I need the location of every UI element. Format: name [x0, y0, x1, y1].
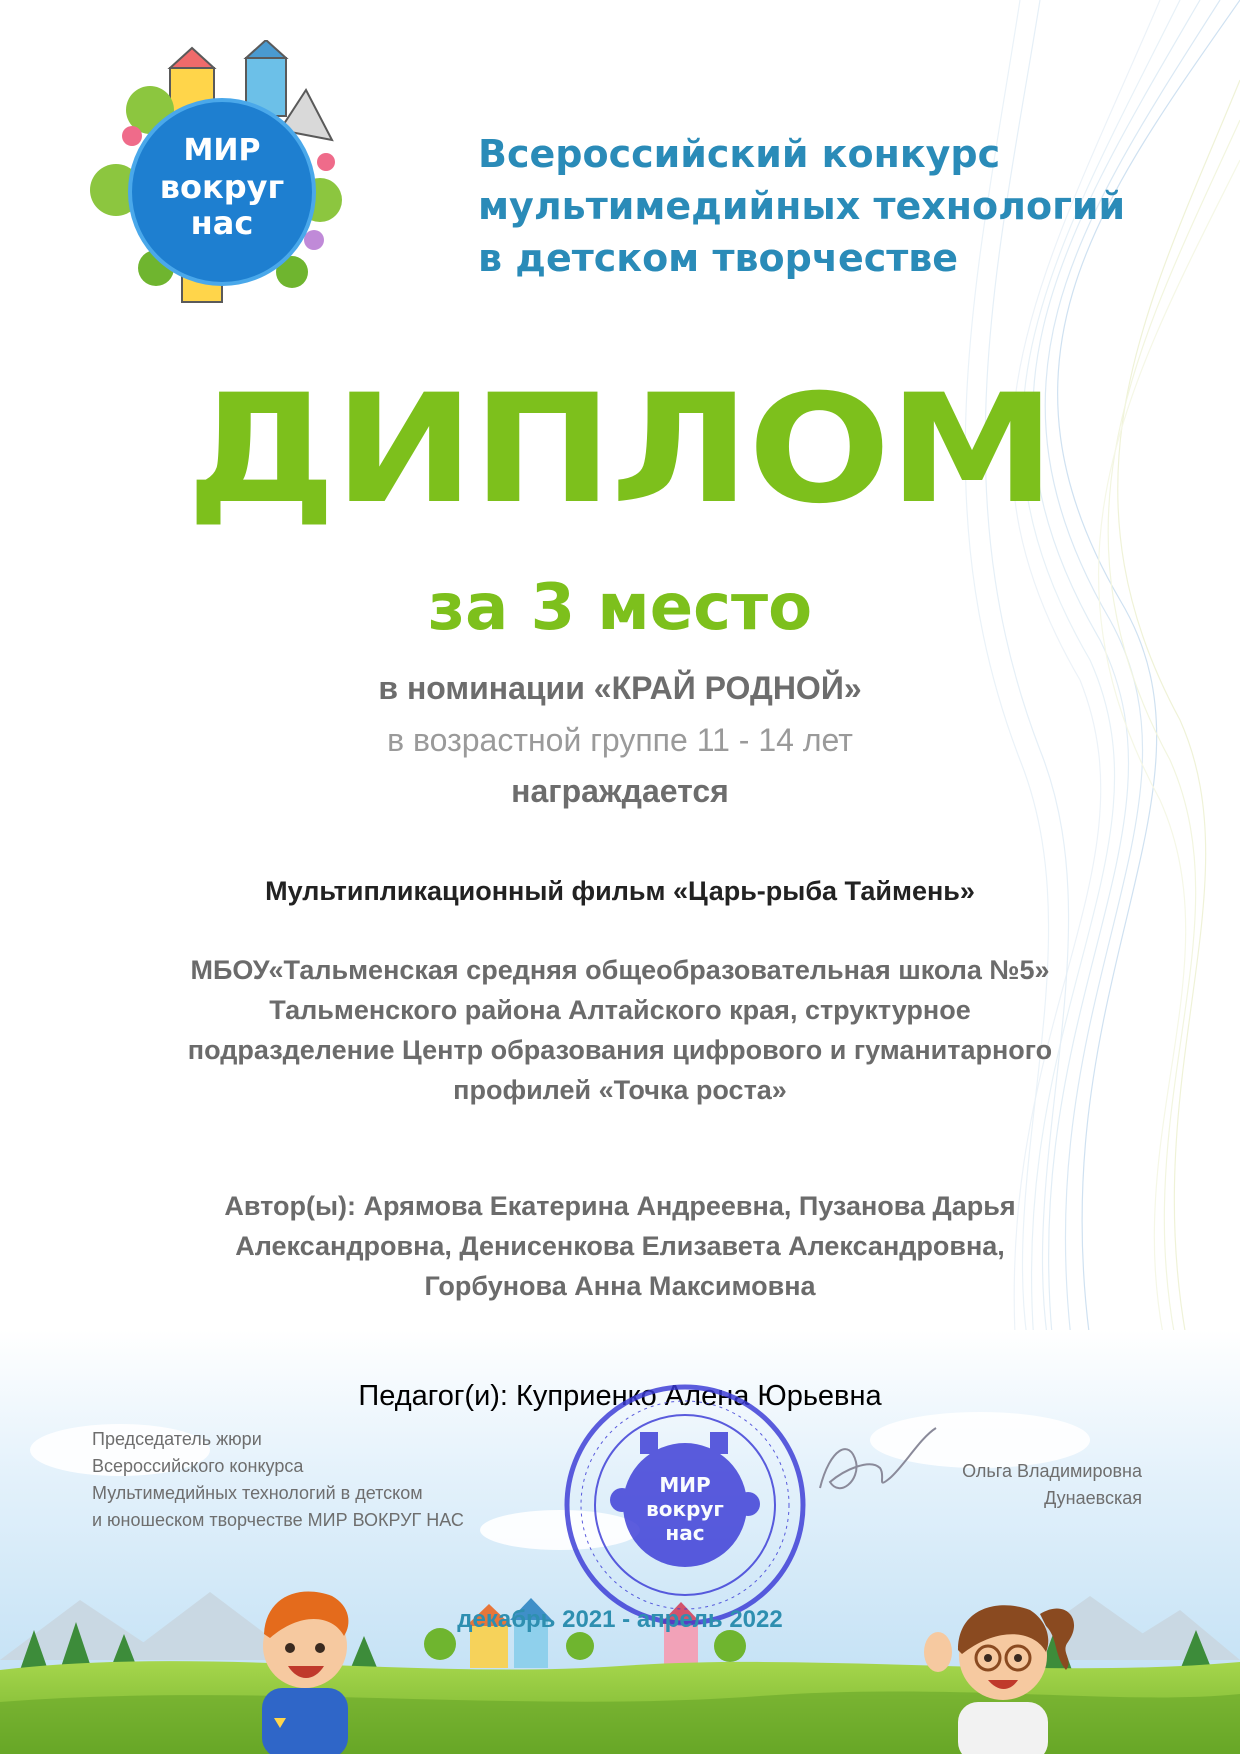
- teacher-info: Педагог(и): Куприенко Алена Юрьевна: [358, 1380, 882, 1412]
- signature-icon: [800, 1418, 940, 1518]
- authors-line: Горбунова Анна Максимовна: [424, 1271, 816, 1301]
- logo-line-1: МИР: [183, 133, 261, 168]
- signer-line: Ольга Владимировна: [962, 1461, 1142, 1481]
- school-line: профилей «Точка роста»: [453, 1075, 787, 1105]
- school-line: МБОУ«Тальменская средняя общеобразовательная школа №5»: [190, 955, 1050, 985]
- place-title: за 3 место: [427, 571, 813, 645]
- official-stamp: [560, 1380, 810, 1630]
- film-title: Мультипликационный фильм «Царь-рыба Таймень»: [265, 876, 975, 906]
- jury-chair-name: [962, 1458, 1142, 1512]
- signer-line: Дунаевская: [1044, 1488, 1142, 1508]
- authors-info: [0, 1186, 1240, 1306]
- jury-line: и юношеском творчестве МИР ВОКРУГ НАС: [92, 1510, 464, 1530]
- contest-title-line: в детском творчестве: [478, 236, 959, 280]
- jury-chair-title: [92, 1426, 512, 1534]
- contest-dates: декабрь 2021 - апрель 2022: [457, 1606, 783, 1633]
- girl-character-icon: [918, 1590, 1088, 1754]
- school-info: [0, 950, 1240, 1110]
- authors-line: Автор(ы): Арямова Екатерина Андреевна, Пузанова Дарья: [224, 1191, 1016, 1221]
- awarded-text: награждается: [511, 773, 729, 809]
- jury-line: Председатель жюри: [92, 1429, 262, 1449]
- stamp-logo-line-1: МИР: [659, 1473, 711, 1497]
- nomination-text: в номинации «КРАЙ РОДНОЙ»: [378, 670, 862, 706]
- boy-character-icon: [240, 1578, 370, 1754]
- contest-logo: [70, 40, 370, 330]
- logo-line-2: вокруг: [159, 168, 285, 206]
- diploma-title: ДИПЛОМ: [186, 363, 1054, 537]
- logo-line-3: нас: [190, 204, 254, 242]
- contest-title: [478, 128, 1198, 284]
- stamp-logo-line-3: нас: [665, 1521, 705, 1545]
- school-line: Тальменского района Алтайского края, структурное: [269, 995, 971, 1025]
- contest-title-line: мультимедийных технологий: [478, 184, 1126, 228]
- school-line: подразделение Центр образования цифрового и гуманитарного: [187, 1035, 1053, 1065]
- stamp-logo-line-2: вокруг: [646, 1497, 724, 1521]
- jury-line: Мультимедийных технологий в детском: [92, 1483, 423, 1503]
- jury-line: Всероссийского конкурса: [92, 1456, 304, 1476]
- age-group-text: в возрастной группе 11 - 14 лет: [387, 722, 853, 758]
- contest-title-line: Всероссийский конкурс: [478, 132, 1001, 176]
- authors-line: Александровна, Денисенкова Елизавета Александровна,: [235, 1231, 1005, 1261]
